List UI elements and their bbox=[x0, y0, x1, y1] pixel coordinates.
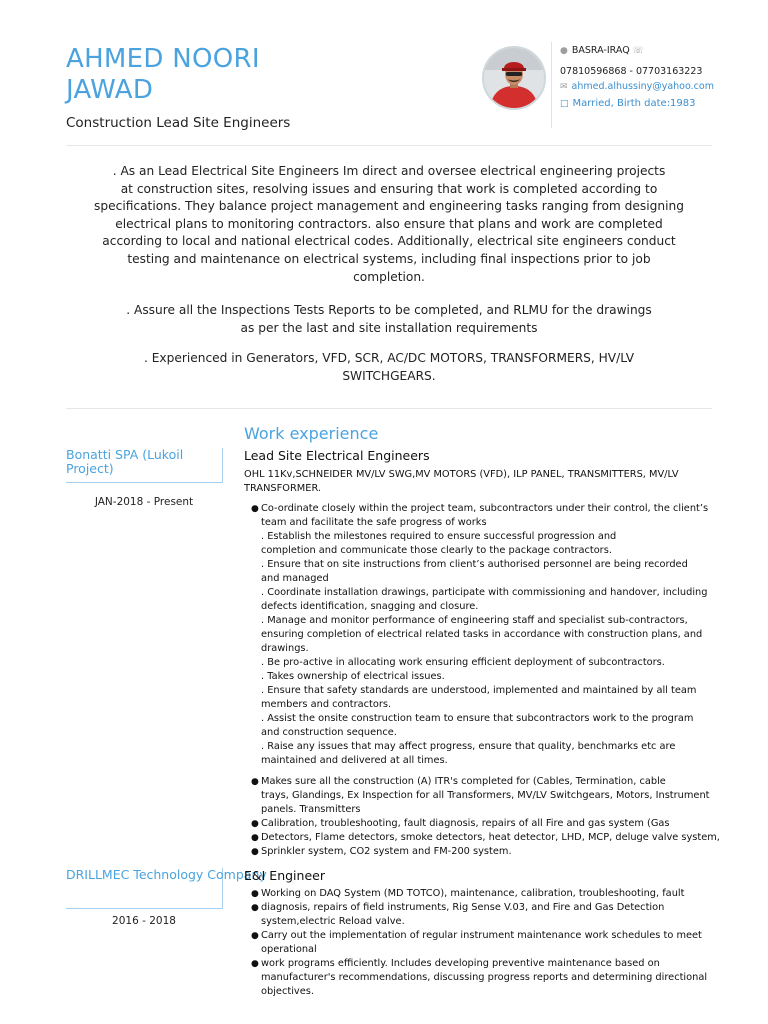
summary-line: according to local and national electrical codes. Additionally, electrical site engineers conduct bbox=[102, 234, 676, 249]
summary-line: completion. bbox=[353, 269, 425, 284]
bullet-line: . Takes ownership of electrical issues. bbox=[261, 671, 445, 682]
job-role: E&I Engineer bbox=[244, 868, 325, 883]
bullet-line: defects identification, snagging and closure. bbox=[261, 601, 479, 612]
info-icon: □ bbox=[560, 99, 569, 109]
bullet-icon: ● bbox=[251, 819, 259, 829]
bullet-line: work programs efficiently. Includes developing preventive maintenance based on bbox=[261, 958, 660, 969]
job-dates: JAN-2018 - Present bbox=[94, 496, 194, 508]
description-line: TRANSFORMER. bbox=[244, 483, 322, 494]
candidate-name bbox=[66, 44, 260, 106]
list-item bbox=[248, 957, 710, 999]
bullet-line: Co-ordinate closely within the project team, subcontractors under their control, the client’s bbox=[261, 503, 709, 514]
bullet-line: manufacturer's recommendations, discussing progress reports and determining directional bbox=[261, 972, 708, 983]
bullet-line: Makes sure all the construction (A) ITR's completed for (Cables, Termination, cable bbox=[261, 776, 666, 787]
job-bullets bbox=[248, 502, 720, 859]
summary-line: testing and maintenance on electrical systems, including final inspections prior to job bbox=[127, 251, 651, 266]
contact-personal bbox=[560, 98, 696, 109]
job-title: Construction Lead Site Engineers bbox=[66, 115, 291, 131]
bullet-line: members and contractors. bbox=[261, 699, 392, 710]
bullet-line: . Be pro-active in allocating work ensuring efficient deployment of subcontractors. bbox=[261, 657, 665, 668]
header-divider bbox=[66, 145, 712, 146]
company-box-bonatti bbox=[66, 448, 223, 483]
bullet-line: . Ensure that on site instructions from client’s authorised personnel are being recorded bbox=[261, 559, 688, 570]
summary-line: . As an Lead Electrical Site Engineers Im direct and oversee electrical engineering projects bbox=[112, 164, 666, 178]
bullet-line: Sprinkler system, CO2 system and FM-200 system. bbox=[261, 846, 512, 857]
job-description bbox=[244, 468, 704, 496]
bullet-line: Carry out the implementation of regular instrument maintenance work schedules to meet bbox=[261, 930, 702, 941]
summary-line: as per the last and site installation requirements bbox=[240, 320, 538, 335]
bullet-line: . Raise any issues that may affect progress, ensure that quality, benchmarks etc are bbox=[261, 741, 676, 752]
name-line-1: AHMED NOORI bbox=[66, 44, 260, 74]
bullet-icon: ● bbox=[251, 959, 259, 969]
bullet-line: operational bbox=[261, 944, 317, 955]
bullet-line: team and facilitate the safe progress of works bbox=[261, 517, 487, 528]
phone-icon: ☏ bbox=[632, 46, 644, 56]
bullet-line: . Coordinate installation drawings, participate with commissioning and handover, including bbox=[261, 587, 708, 598]
work-experience-heading: Work experience bbox=[244, 424, 379, 443]
bullet-line: drawings. bbox=[261, 643, 309, 654]
location-text: BASRA-IRAQ bbox=[571, 45, 630, 56]
profile-photo bbox=[482, 46, 546, 110]
contact-phones: 07810596868 - 07703163223 bbox=[560, 66, 703, 77]
name-line-2: JAWAD bbox=[66, 75, 154, 105]
bullet-line: and construction sequence. bbox=[261, 727, 397, 738]
bullet-icon: ● bbox=[251, 847, 259, 857]
contact-email[interactable] bbox=[560, 81, 714, 92]
list-item bbox=[248, 929, 710, 957]
bullet-line: Working on DAQ System (MD TOTCO), maintenance, calibration, troubleshooting, fault bbox=[261, 888, 685, 899]
bullet-line: panels. Transmitters bbox=[261, 804, 361, 815]
bullet-line: ensuring completion of electrical related tasks in accordance with construction plans, and bbox=[261, 629, 703, 640]
bullet-icon: ● bbox=[251, 931, 259, 941]
summary-line: at construction sites, resolving issues and ensuring that work is completed according to bbox=[120, 181, 658, 196]
description-line: OHL 11Kv,SCHNEIDER MV/LV SWG,MV MOTORS (VFD), ILP PANEL, TRANSMITTERS, MV/LV bbox=[244, 469, 679, 480]
contact-location bbox=[560, 45, 648, 56]
bullet-line: . Establish the milestones required to ensure successful progression and bbox=[261, 531, 617, 542]
list-item bbox=[248, 831, 720, 845]
bullet-line: objectives. bbox=[261, 986, 314, 997]
bullet-line: maintained and delivered at all times. bbox=[261, 755, 448, 766]
bullet-line: and managed bbox=[261, 573, 329, 584]
list-item bbox=[248, 901, 710, 929]
bullet-line: completion and communicate those clearly to the package contractors. bbox=[261, 545, 612, 556]
job-bullets bbox=[248, 887, 710, 999]
company-name: DRILLMEC Technology Company bbox=[66, 867, 267, 882]
email-icon: ✉ bbox=[560, 82, 568, 92]
summary-line: electrical plans to monitoring contractors. also ensure that plans and work are completed bbox=[115, 216, 663, 231]
bullet-line: . Assist the onsite construction team to ensure that subcontractors work to the program bbox=[261, 713, 694, 724]
bullet-line: Calibration, troubleshooting, fault diagnosis, repairs of all Fire and gas system (Gas bbox=[261, 818, 670, 829]
bullet-icon: ● bbox=[251, 889, 259, 899]
company-name: Bonatti SPA (Lukoil Project) bbox=[66, 447, 184, 476]
list-item bbox=[248, 817, 710, 831]
job-dates: 2016 - 2018 bbox=[112, 915, 176, 927]
bullet-line: system,electric Reload valve. bbox=[261, 916, 405, 927]
summary-line: specifications. They balance project management and engineering tasks ranging from designing bbox=[94, 199, 684, 214]
summary-line: . Experienced in Generators, VFD, SCR, AC/DC MOTORS, TRANSFORMERS, HV/LV bbox=[143, 351, 635, 365]
summary-paragraph-1 bbox=[92, 163, 686, 286]
summary-paragraph-2 bbox=[92, 302, 686, 337]
bullet-line: Detectors, Flame detectors, smoke detectors, heat detector, LHD, MCP, deluge valve system, bbox=[261, 832, 720, 843]
location-pin-icon: ● bbox=[560, 46, 568, 56]
bullet-line: . Ensure that safety standards are understood, implemented and maintained by all team bbox=[261, 685, 697, 696]
list-item bbox=[248, 845, 710, 859]
bullet-line: diagnosis, repairs of field instruments, Rig Sense V.03, and Fire and Gas Detection bbox=[261, 902, 665, 913]
bullet-icon: ● bbox=[251, 777, 259, 787]
summary-divider bbox=[66, 408, 712, 409]
list-item bbox=[248, 775, 710, 817]
job-role: Lead Site Electrical Engineers bbox=[244, 448, 430, 463]
summary-paragraph-3 bbox=[92, 350, 686, 385]
personal-text: Married, Birth date:1983 bbox=[572, 98, 696, 109]
bullet-icon: ● bbox=[251, 833, 259, 843]
bullet-line: trays, Glandings, Ex Inspection for all Transformers, MV/LV Switchgears, Motors, Instrument bbox=[261, 790, 710, 801]
bullet-icon: ● bbox=[251, 903, 259, 913]
bullet-icon: ● bbox=[251, 504, 259, 514]
contact-divider bbox=[551, 42, 552, 128]
email-text[interactable]: ahmed.alhussiny@yahoo.com bbox=[571, 81, 714, 92]
list-item bbox=[248, 887, 710, 901]
list-item bbox=[248, 502, 710, 768]
company-box-drillmec bbox=[66, 867, 267, 909]
summary-line: . Assure all the Inspections Tests Reports to be completed, and RLMU for the drawings bbox=[126, 303, 652, 317]
summary-line: SWITCHGEARS. bbox=[342, 368, 436, 383]
bullet-line: . Manage and monitor performance of engineering staff and specialist sub-contractors, bbox=[261, 615, 688, 626]
